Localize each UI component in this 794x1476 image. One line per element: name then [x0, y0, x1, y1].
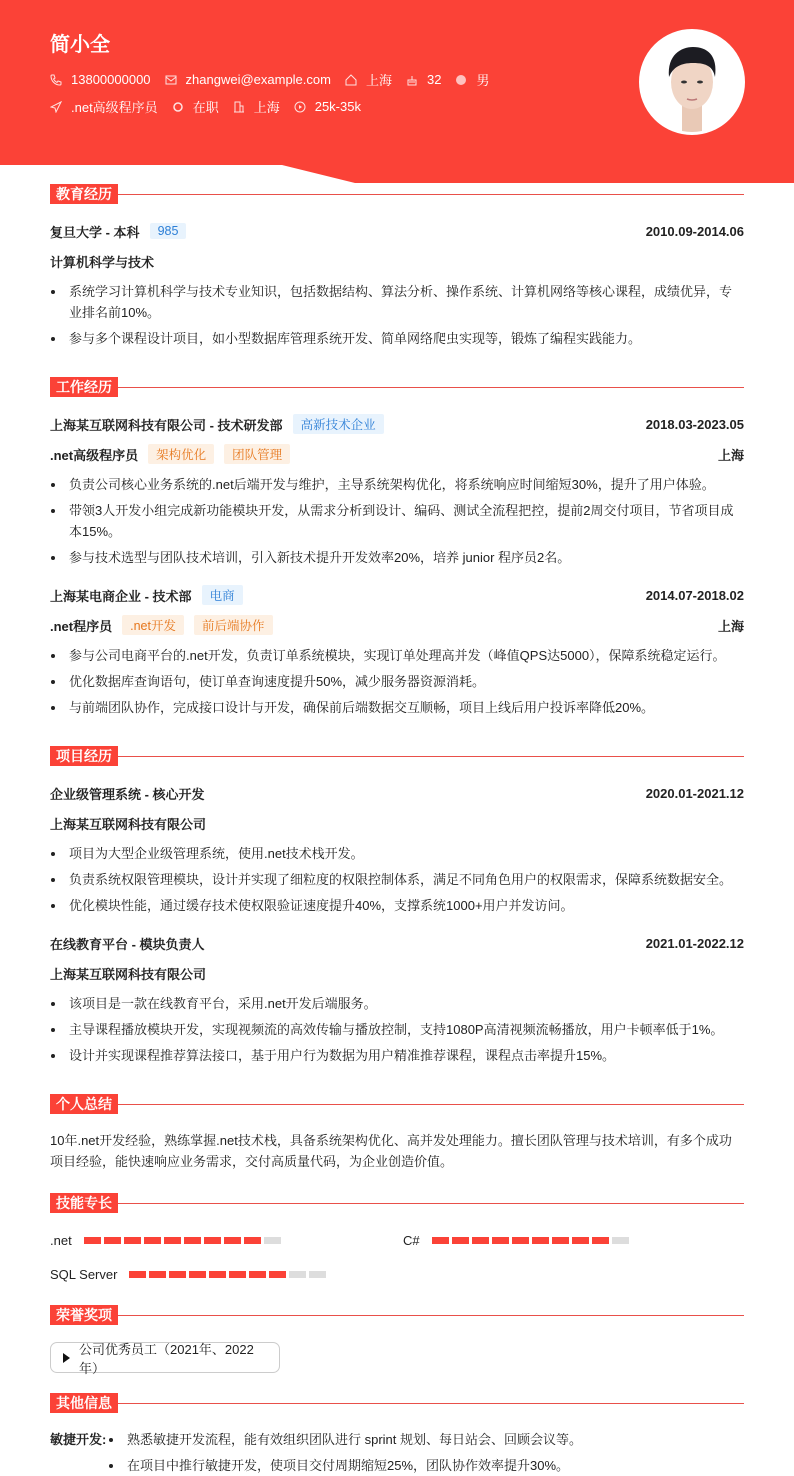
section-title: 个人总结 — [50, 1094, 118, 1114]
avatar-photo — [639, 29, 745, 135]
skill-level-segment — [552, 1237, 569, 1244]
skill-level-bar — [432, 1237, 632, 1244]
skill-level-segment — [129, 1271, 146, 1278]
skill-level-segment — [269, 1271, 286, 1278]
project-name: 企业级管理系统 - 核心开发 — [50, 786, 205, 802]
job-entry — [50, 409, 744, 568]
project-entry — [50, 778, 744, 916]
skill-name: .net — [50, 1232, 72, 1248]
job-status: 在职 — [192, 100, 219, 115]
list-item: 优化数据库查询语句，使订单查询速度提升50%，减少服务器资源消耗。 — [50, 671, 744, 692]
role: .net高级程序员 — [50, 447, 139, 463]
section-title: 其他信息 — [50, 1393, 118, 1413]
phone-icon — [50, 74, 62, 86]
section-title: 教育经历 — [50, 184, 118, 204]
summary-text: 10年.net开发经验，熟练掌握.net技术栈，具备系统架构优化、高并发处理能力。擅长团队管理与技术培训，有多个成功项目经验，能快速响应业务需求，交付高质量代码，为企业创造价值。 — [50, 1133, 732, 1169]
skill-level-segment — [532, 1237, 549, 1244]
skill-item — [50, 1262, 403, 1286]
work-section — [50, 377, 744, 718]
send-icon — [50, 101, 62, 113]
period: 2021.01-2022.12 — [645, 935, 744, 951]
school-tag: 985 — [150, 223, 187, 239]
mail-icon — [165, 74, 177, 86]
email: zhangwei@example.com — [185, 72, 331, 87]
list-item: 熟悉敏捷开发流程，能有效组织团队进行 sprint 规划、每日站会、回顾会议等。 — [108, 1429, 582, 1450]
cake-icon — [406, 74, 418, 86]
project-company: 上海某互联网科技有限公司 — [50, 816, 207, 832]
salary: 25k-35k — [314, 99, 361, 114]
period: 2020.01-2021.12 — [645, 785, 744, 801]
skill-level-segment — [229, 1271, 246, 1278]
skills-section — [50, 1193, 744, 1286]
skill-level-bar — [129, 1271, 329, 1278]
location: 上海 — [717, 447, 744, 463]
company: 上海某互联网科技有限公司 - 技术研发部 — [50, 417, 283, 433]
skill-level-segment — [209, 1271, 226, 1278]
gender: 男 — [476, 73, 490, 88]
skill-level-segment — [189, 1271, 206, 1278]
section-title: 工作经历 — [50, 377, 118, 397]
skill-level-segment — [249, 1271, 266, 1278]
section-title: 项目经历 — [50, 746, 118, 766]
skill-level-segment — [432, 1237, 449, 1244]
section-title: 荣誉奖项 — [50, 1305, 118, 1325]
list-item: 参与公司电商平台的.net开发，负责订单系统模块，实现订单处理高并发（峰值QPS达5000），保障系统稳定运行。 — [50, 645, 744, 666]
skill-level-segment — [124, 1237, 141, 1244]
skill-level-segment — [149, 1271, 166, 1278]
skill-level-bar — [84, 1237, 284, 1244]
list-item: 该项目是一款在线教育平台，采用.net开发后端服务。 — [50, 993, 744, 1014]
skill-level-segment — [264, 1237, 281, 1244]
position: .net高级程序员 — [71, 100, 158, 115]
projects-section — [50, 746, 744, 1066]
list-item: 在项目中推行敏捷开发，使项目交付周期缩短25%，团队协作效率提升30%。 — [108, 1455, 582, 1476]
section-title: 技能专长 — [50, 1193, 118, 1213]
skill-level-segment — [184, 1237, 201, 1244]
education-section — [50, 184, 744, 349]
salary-icon — [294, 101, 306, 113]
skill-level-segment — [572, 1237, 589, 1244]
role-tag: .net开发 — [122, 615, 184, 635]
awards-section — [50, 1305, 744, 1376]
list-item: 负责系统权限管理模块，设计并实现了细粒度的权限控制体系，满足不同角色用户的权限需求，保障系统数据安全。 — [50, 869, 744, 890]
home-icon — [345, 74, 357, 86]
project-company: 上海某互联网科技有限公司 — [50, 966, 207, 982]
skill-level-segment — [512, 1237, 529, 1244]
skill-level-segment — [84, 1237, 101, 1244]
work-city: 上海 — [253, 100, 280, 115]
skill-level-segment — [289, 1271, 306, 1278]
list-item: 参与技术选型与团队技术培训，引入新技术提升开发效率20%，培养 junior 程序员2名。 — [50, 547, 744, 568]
list-item: 与前端团队协作，完成接口设计与开发，确保前后端数据交互顺畅，项目上线后用户投诉率降低20%。 — [50, 697, 744, 718]
list-item: 负责公司核心业务系统的.net后端开发与维护，主导系统架构优化，将系统响应时间缩短30%，提升了用户体验。 — [50, 474, 744, 495]
role: .net程序员 — [50, 618, 113, 634]
skill-item — [50, 1228, 403, 1252]
skill-level-segment — [169, 1271, 186, 1278]
skill-name: C# — [403, 1232, 420, 1248]
skill-level-segment — [612, 1237, 629, 1244]
period: 2010.09-2014.06 — [645, 223, 744, 239]
company-tag: 高新技术企业 — [293, 414, 384, 434]
project-name: 在线教育平台 - 模块负责人 — [50, 936, 205, 952]
expand-triangle-icon — [63, 1353, 70, 1363]
skill-level-segment — [309, 1271, 326, 1278]
project-entry — [50, 928, 744, 1066]
role-tag: 前后端协作 — [194, 615, 273, 635]
location: 上海 — [717, 618, 744, 634]
skill-level-segment — [472, 1237, 489, 1244]
award-text: 公司优秀员工（2021年、2022年） — [79, 1341, 254, 1376]
summary-section — [50, 1094, 744, 1172]
period: 2014.07-2018.02 — [645, 587, 744, 603]
list-item: 优化模块性能，通过缓存技术使权限验证速度提升40%，支撑系统1000+用户并发访问。 — [50, 895, 744, 916]
list-item: 项目为大型企业级管理系统，使用.net技术栈开发。 — [50, 843, 744, 864]
job-entry — [50, 580, 744, 718]
other-section — [50, 1393, 744, 1476]
school: 复旦大学 - 本科 — [50, 224, 140, 240]
skill-level-segment — [144, 1237, 161, 1244]
other-label: 敏捷开发: — [50, 1432, 107, 1447]
skill-level-segment — [452, 1237, 469, 1244]
candidate-name: 简小全 — [50, 34, 110, 56]
city: 上海 — [365, 73, 392, 88]
skill-level-segment — [104, 1237, 121, 1244]
resume-body — [50, 184, 744, 1476]
major: 计算机科学与技术 — [50, 254, 155, 270]
age: 32 — [426, 72, 442, 87]
building-icon — [233, 101, 245, 113]
role-tag: 架构优化 — [148, 444, 214, 464]
list-item: 设计并实现课程推荐算法接口，基于用户行为数据为用户精准推荐课程，课程点击率提升15%。 — [50, 1045, 744, 1066]
skill-name: SQL Server — [50, 1266, 118, 1282]
company: 上海某电商企业 - 技术部 — [50, 588, 192, 604]
phone: 13800000000 — [71, 72, 151, 87]
period: 2018.03-2023.05 — [645, 416, 744, 432]
skill-level-segment — [244, 1237, 261, 1244]
skill-item — [403, 1228, 744, 1252]
list-item: 参与多个课程设计项目，如小型数据库管理系统开发、简单网络爬虫实现等，锻炼了编程实践能力。 — [50, 328, 744, 349]
list-item: 带领3人开发小组完成新功能模块开发，从需求分析到设计、编码、测试全流程把控，提前2周交付项目，节省项目成本15%。 — [50, 500, 744, 542]
award-item[interactable] — [50, 1341, 280, 1376]
company-tag: 电商 — [202, 585, 243, 605]
role-tag: 团队管理 — [224, 444, 290, 464]
list-item: 主导课程播放模块开发，实现视频流的高效传输与播放控制，支持1080P高清视频流畅播放，用户卡顿率低于1%。 — [50, 1019, 744, 1040]
gender-icon — [455, 74, 467, 86]
skill-level-segment — [224, 1237, 241, 1244]
list-item: 系统学习计算机科学与技术专业知识，包括数据结构、算法分析、操作系统、计算机网络等核心课程，成绩优异，专业排名前10%。 — [50, 281, 744, 323]
skill-level-segment — [592, 1237, 609, 1244]
skill-level-segment — [164, 1237, 181, 1244]
skill-level-segment — [492, 1237, 509, 1244]
status-icon — [172, 101, 184, 113]
contact-row-1 — [50, 70, 503, 89]
skill-level-segment — [204, 1237, 221, 1244]
contact-row-2 — [50, 97, 375, 116]
